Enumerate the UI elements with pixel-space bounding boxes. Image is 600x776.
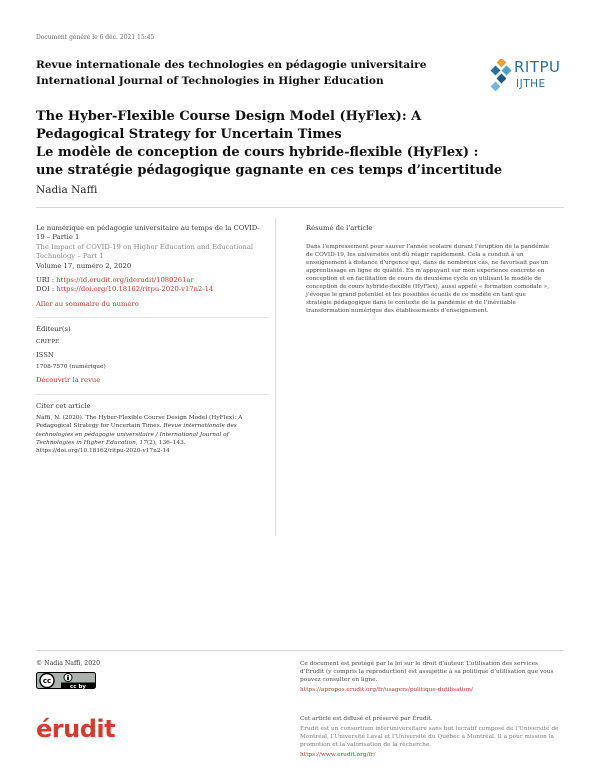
issue-theme-fr: Le numérique en pédagogie universitaire au temps de la COVID-19 – Partie 1 [36, 224, 260, 242]
citation-text [36, 414, 268, 455]
logo-text-ritpu: RITPU [514, 58, 561, 76]
abstract-text: Dans l’empressement pour sauver l’année scolaire durant l’éruption de la pandémie de COVID-19, les universités ont dû réagir rapidement. Cela a conduit à un enseignement à distance d’urgence qui, dans de nombreux cas, ne favorisait pas un apprentissage en ligne de qualité. En m’appuyant sur mon expérience concrète en conception et en facilitation de cours de deuxième cycle en utilisant le modèle de conception de cours hybride-flexible (HyFlex), aussi appelé « formation comodale », j’évoque le grand potentiel et les possibles écueils de ce modèle en tant que stratégie pédagogique dans le contexte de la pandémie et de l’inévitable transformation numérique des établissements d’enseignement. [306, 244, 550, 314]
license-badge-text: cc by [70, 684, 86, 689]
erudit-logo[interactable]: érudit [36, 715, 116, 743]
rights-text: Ce document est protégé par la loi sur le droit d’auteur. L’utilisation des services d’Érudit (y compris la reproduction) est assujettie à sa politique d’utilisation que vous pouvez consulter en ligne. [300, 661, 554, 683]
divider [36, 207, 564, 208]
doi-label: DOI : [36, 285, 57, 294]
uri-line [36, 276, 268, 285]
rights-notice [300, 660, 560, 694]
publisher-name: CRIFPE [36, 338, 60, 345]
cc-by-license-icon[interactable] [36, 672, 96, 689]
issue-volume: Volume 17, numéro 2, 2020 [36, 261, 132, 270]
erudit-notice [300, 715, 570, 759]
title-en-line-2: Pedagogical Strategy for Uncertain Times [36, 127, 342, 142]
usage-policy-link[interactable]: https://apropos.erudit.org/fr/usagers/politique-dutilisation/ [300, 687, 473, 693]
uri-link[interactable]: https://id.erudit.org/iderudit/1080261ar [56, 276, 194, 285]
journal-name-fr: Revue internationale des technologies en pédagogie universitaire [36, 59, 427, 71]
citation-journal: Revue internationale des technologies en pédagogie universitaire / International Journal of Technologies in Higher Education [36, 423, 237, 446]
column-divider [275, 218, 276, 536]
separator [36, 317, 268, 318]
abstract-column [306, 224, 550, 315]
article-title [36, 108, 566, 180]
publisher-label: Éditeur(s) [36, 325, 71, 334]
summary-link[interactable]: Aller au sommaire du numéro [36, 299, 139, 308]
citation-part: Naffi, N. (2020). The Hyber-Flexible Course Design Model (HyFlex): A Pedagogical Strategy for Uncertain Times. [36, 415, 243, 430]
doi-link[interactable]: https://doi.org/10.18162/ritpu-2020-v17n2-14 [56, 285, 214, 294]
issn-value: 1708-7570 (numérique) [36, 364, 106, 371]
cite-label: Citer cet article [36, 401, 91, 410]
title-fr-line-2: une stratégie pédagogique gagnante en ces temps d’incertitude [36, 163, 503, 178]
citation-part: , [135, 439, 140, 446]
metadata-column [36, 224, 268, 455]
citation-part: (2), 136–143. https://doi.org/10.18162/ritpu-2020-v17n2-14 [36, 439, 186, 455]
uri-label: URI : [36, 276, 57, 285]
erudit-title: Cet article est diffusé et préservé par Érudit. [300, 716, 433, 722]
copyright: © Nadia Naffi, 2020 [36, 660, 101, 667]
issn-label: ISSN [36, 350, 54, 359]
ritpu-logo-icon [490, 59, 512, 91]
erudit-description: Érudit est un consortium interuniversitaire sans but lucratif composé de l’Université de Montréal, l’Université Laval et l’Université du Québec à Montréal. Il a pour mission la promotion et la valorisation de la recherche. [300, 726, 559, 748]
footer-divider [36, 650, 564, 651]
doi-line [36, 285, 268, 294]
issue-theme-en: The Impact of COVID-19 on Higher Education and Educational Technology – Part 1 [36, 242, 254, 261]
generated-timestamp: Document généré le 6 déc. 2021 15:45 [36, 34, 155, 41]
erudit-site-link[interactable]: https://www.erudit.org/fr/ [300, 752, 376, 758]
title-en-line-1: The Hyber-Flexible Course Design Model (HyFlex): A [36, 109, 422, 124]
citation-volume: 17 [139, 439, 147, 446]
author-name: Nadia Naffi [36, 184, 98, 196]
svg-text:cc: cc [42, 677, 52, 685]
logo-text-ijthe: IJTHE [516, 78, 546, 90]
abstract-label: Résumé de l'article [306, 224, 373, 232]
journal-name-en: International Journal of Technologies in Higher Education [36, 75, 384, 87]
title-fr-line-1: Le modèle de conception de cours hybride-flexible (HyFlex) : [36, 145, 479, 160]
discover-journal-link[interactable]: Découvrir la revue [36, 376, 101, 385]
ritpu-logo[interactable] [490, 57, 566, 105]
journal-title [36, 57, 456, 89]
separator [36, 394, 268, 395]
